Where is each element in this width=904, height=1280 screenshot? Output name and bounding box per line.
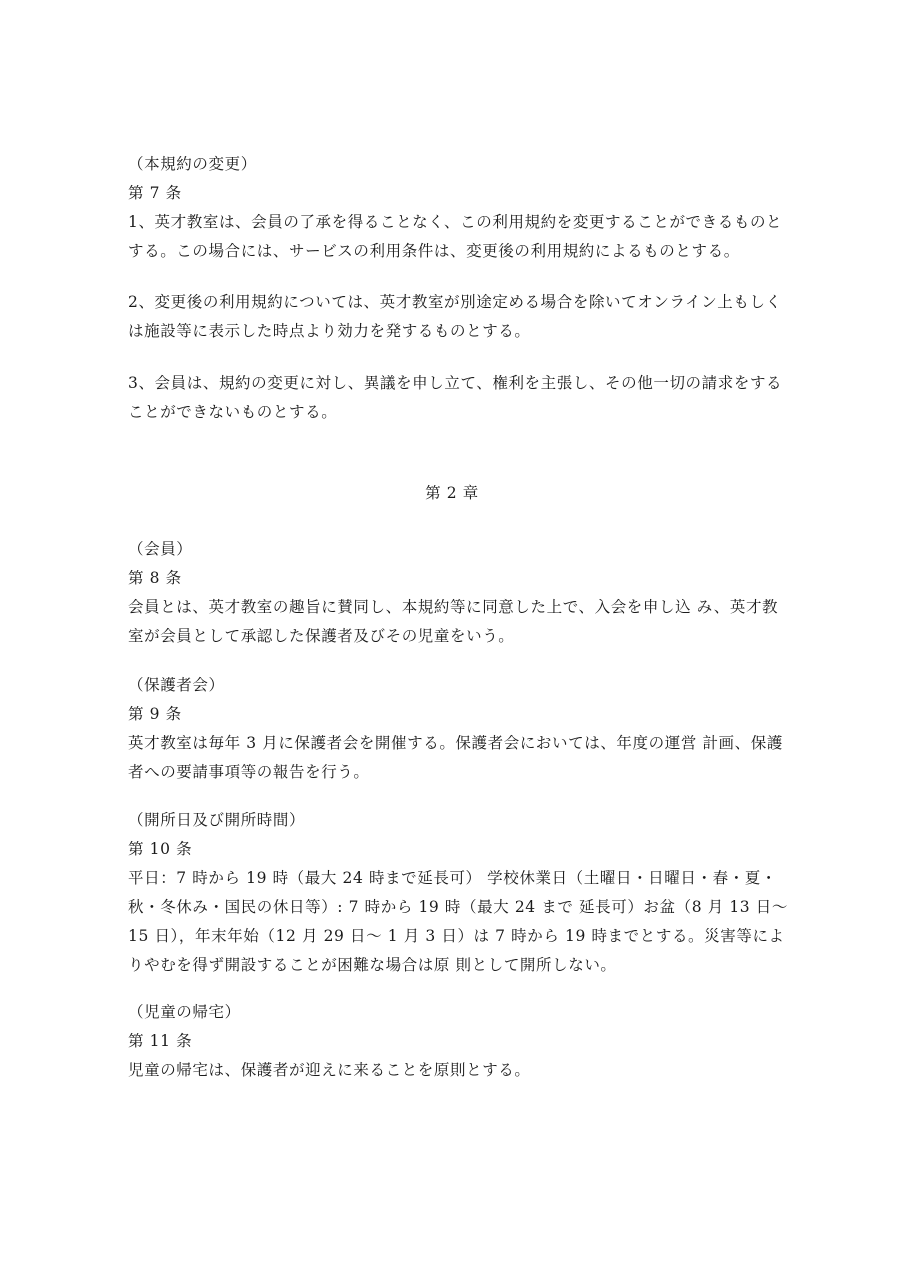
article-9-number: 第 9 条 <box>128 705 182 723</box>
article-8-line-1: 会員とは、英才教室の趣旨に賛同し、本規約等に同意した上で、入会を申し込 み、英才教 <box>128 598 779 616</box>
article-10-title: （開所日及び開所時間） <box>128 811 306 829</box>
article-10-line-4: りやむを得ず開設することが困難な場合は原 則として開所しない。 <box>128 956 617 974</box>
article-10 <box>128 806 788 980</box>
article-11-line-1: 児童の帰宅は、保護者が迎えに来ることを原則とする。 <box>128 1061 531 1079</box>
article-7-paragraph-2 <box>128 288 788 346</box>
article-7-paragraph-3-line-1: 3、会員は、規約の変更に対し、異議を申し立て、権利を主張し、その他一切の請求をする <box>128 374 783 392</box>
article-7-paragraph-2-line-2: は施設等に表示した時点より効力を発するものとする。 <box>128 322 531 340</box>
article-11 <box>128 998 788 1085</box>
article-7-number: 第 7 条 <box>128 184 182 202</box>
article-11-number: 第 11 条 <box>128 1032 193 1050</box>
article-9 <box>128 671 788 787</box>
article-8-number: 第 8 条 <box>128 569 182 587</box>
article-8-title: （会員） <box>128 540 193 558</box>
article-7-paragraph-1-line-1: 1、英才教室は、会員の了承を得ることなく、この利用規約を変更することができるものと <box>128 213 783 231</box>
chapter-heading: 第 2 章 <box>425 484 479 502</box>
article-8-line-2: 室が会員として承認した保護者及びその児童をいう。 <box>128 627 515 645</box>
article-7-paragraph-1-line-2: する。この場合には、サービスの利用条件は、変更後の利用規約によるものとする。 <box>128 242 740 260</box>
article-7 <box>128 150 788 266</box>
article-10-number: 第 10 条 <box>128 840 193 858</box>
article-7-paragraph-3 <box>128 369 788 427</box>
article-11-title: （児童の帰宅） <box>128 1003 241 1021</box>
article-8 <box>128 535 788 651</box>
article-7-paragraph-3-line-2: ことができないものとする。 <box>128 403 338 421</box>
article-9-line-1: 英才教室は毎年 3 月に保護者会を開催する。保護者会においては、年度の運営 計画、保護 <box>128 734 783 752</box>
article-9-line-2: 者への要請事項等の報告を行う。 <box>128 763 370 781</box>
article-7-paragraph-2-line-1: 2、変更後の利用規約については、英才教室が別途定める場合を除いてオンライン上もしく <box>128 293 782 311</box>
article-10-line-3: 15 日），年末年始（12 月 29 日～ 1 月 3 日）は 7 時から 19 時までとする。災害等によ <box>128 927 785 945</box>
article-9-title: （保護者会） <box>128 676 225 694</box>
article-10-line-2: 秋・冬休み・国民の休日等）: 7 時から 19 時（最大 24 まで 延長可）お盆（8 月 13 日～ <box>128 898 788 916</box>
article-10-line-1: 平日：7 時から 19 時（最大 24 時まで延長可） 学校休業日（土曜日・日曜日・春・夏・ <box>128 869 777 887</box>
article-7-title: （本規約の変更） <box>128 155 257 173</box>
